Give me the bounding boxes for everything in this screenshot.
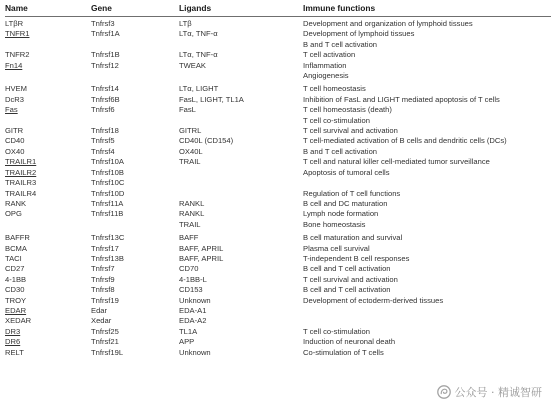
- cell-immune-function: T cell co-stimulation: [303, 326, 370, 336]
- table-row: [5, 337, 551, 347]
- table-row: [5, 50, 551, 60]
- cell-name: TRAILR4: [5, 188, 37, 198]
- cell-ligands: [179, 178, 303, 188]
- receptor-table-container: [5, 0, 551, 358]
- table-row: [5, 264, 551, 274]
- cell-name: EDAR: [5, 305, 27, 315]
- table-header-row: [5, 0, 551, 17]
- cell-name: TNFR2: [5, 50, 30, 60]
- cell-gene: Edar: [91, 305, 108, 315]
- header-ligands: Ligands: [179, 0, 303, 17]
- cell-name: Fas: [5, 105, 18, 115]
- table-row: [5, 147, 551, 157]
- cell-immune-function: B cell maturation and survival: [303, 233, 403, 243]
- table-row: [5, 275, 551, 285]
- cell-gene: Tnfrsf6: [91, 105, 115, 115]
- table-row: [5, 230, 551, 243]
- cell-name: 4-1BB: [5, 274, 27, 284]
- cell-immune-function: B cell and T cell activation: [303, 264, 391, 274]
- cell-name: RANK: [5, 198, 27, 208]
- table-row: [5, 168, 551, 178]
- cell-immune-function: [303, 306, 551, 316]
- cell-gene: Tnfrsf13C: [91, 233, 125, 243]
- table-row: [5, 285, 551, 295]
- cell-name: LTβR: [5, 19, 24, 28]
- cell-ligands: CD40L (CD154): [179, 136, 234, 146]
- cell-ligands: [179, 40, 303, 50]
- cell-immune-function: Development and organization of lymphoid tissues: [303, 19, 473, 28]
- table-row: [5, 244, 551, 254]
- cell-ligands: Unknown: [179, 347, 211, 357]
- cell-ligands: [179, 168, 303, 178]
- cell-gene: Tnfrsf3: [91, 19, 115, 28]
- cell-ligands: CD70: [179, 264, 199, 274]
- cell-gene: Tnfrsf1A: [91, 29, 120, 39]
- table-row: [5, 157, 551, 167]
- cell-gene: Tnfrsf11B: [91, 209, 124, 219]
- cell-gene: Tnfrsf8: [91, 285, 115, 295]
- cell-immune-function: T cell-mediated activation of B cells and dendritic cells (DCs): [303, 136, 507, 146]
- table-row: [5, 199, 551, 209]
- cell-name: CD27: [5, 264, 25, 274]
- cell-gene: Tnfrsf25: [91, 326, 119, 336]
- cell-gene: [91, 71, 179, 81]
- cell-immune-function: T cell activation: [303, 50, 356, 60]
- cell-immune-function: Development of ectoderm-derived tissues: [303, 295, 444, 305]
- cell-immune-function: B cell and DC maturation: [303, 198, 388, 208]
- cell-ligands: EDA-A2: [179, 316, 207, 326]
- header-gene: Gene: [91, 0, 179, 17]
- cell-gene: Tnfrsf19: [91, 295, 119, 305]
- table-row: [5, 105, 551, 115]
- cell-immune-function: Inhibition of FasL and LIGHT mediated apoptosis of T cells: [303, 94, 500, 104]
- cell-immune-function: B and T cell activation: [303, 39, 378, 49]
- table-row: [5, 136, 551, 146]
- cell-ligands: GITRL: [179, 126, 202, 136]
- cell-ligands: BAFF: [179, 233, 199, 243]
- cell-name: TRAILR2: [5, 167, 37, 177]
- cell-ligands: FasL, LIGHT, TL1A: [179, 94, 244, 104]
- cell-immune-function: Development of lymphoid tissues: [303, 29, 415, 39]
- cell-gene: Tnfrsf4: [91, 146, 115, 156]
- cell-immune-function: Regulation of T cell functions: [303, 188, 401, 198]
- cell-immune-function: Apoptosis of tumoral cells: [303, 167, 390, 177]
- table-row: [5, 61, 551, 71]
- cell-name: BCMA: [5, 243, 27, 253]
- cell-name: DcR3: [5, 94, 24, 104]
- cell-ligands: LTβ: [179, 19, 192, 28]
- header-immune-functions: Immune functions: [303, 0, 551, 17]
- cell-ligands: TL1A: [179, 326, 198, 336]
- cell-name: CD30: [5, 285, 25, 295]
- cell-name: XEDAR: [5, 316, 32, 326]
- table-body: [5, 17, 551, 359]
- tnf-receptor-table: [5, 0, 551, 358]
- cell-gene: Tnfrsf1B: [91, 50, 120, 60]
- cell-immune-function: Bone homeostasis: [303, 219, 366, 229]
- cell-name: TACI: [5, 253, 22, 263]
- cell-gene: Tnfrsf11A: [91, 198, 124, 208]
- cell-immune-function: [303, 316, 551, 326]
- cell-ligands: TWEAK: [179, 60, 207, 70]
- cell-gene: Tnfrsf17: [91, 243, 119, 253]
- cell-name: TROY: [5, 295, 27, 305]
- cell-gene: Tnfrsf19L: [91, 347, 124, 357]
- cell-immune-function: T-independent B cell responses: [303, 253, 410, 263]
- cell-gene: Tnfrsf7: [91, 264, 115, 274]
- cell-ligands: BAFF, APRIL: [179, 243, 224, 253]
- table-row: [5, 29, 551, 39]
- cell-name: HVEM: [5, 84, 27, 94]
- cell-ligands: [179, 116, 303, 126]
- cell-ligands: LTα, TNF-α: [179, 50, 218, 60]
- cell-ligands: LTα, LIGHT: [179, 84, 219, 94]
- cell-gene: [91, 116, 179, 126]
- header-name: Name: [5, 0, 91, 17]
- cell-name: Fn14: [5, 60, 23, 70]
- table-row: [5, 81, 551, 94]
- cell-name: [5, 116, 91, 126]
- cell-ligands: LTα, TNF-α: [179, 29, 218, 39]
- cell-name: RELT: [5, 347, 24, 357]
- cell-immune-function: T cell survival and activation: [303, 126, 398, 136]
- cell-name: DR6: [5, 337, 21, 347]
- cell-ligands: TRAIL: [179, 157, 201, 167]
- table-row: [5, 17, 551, 30]
- cell-immune-function: Plasma cell survival: [303, 243, 370, 253]
- table-row: [5, 116, 551, 126]
- cell-gene: Xedar: [91, 316, 112, 326]
- cell-gene: Tnfrsf21: [91, 337, 119, 347]
- table-row: [5, 71, 551, 81]
- cell-name: CD40: [5, 136, 25, 146]
- cell-name: TNFR1: [5, 29, 30, 39]
- table-row: [5, 254, 551, 264]
- table-row: [5, 178, 551, 188]
- cell-name: OPG: [5, 209, 22, 219]
- cell-ligands: RANKL: [179, 209, 205, 219]
- cell-ligands: Unknown: [179, 295, 211, 305]
- cell-ligands: TRAIL: [179, 219, 201, 229]
- cell-gene: Tnfrsf12: [91, 60, 119, 70]
- table-row: [5, 327, 551, 337]
- watermark: [437, 384, 543, 400]
- cell-gene: Tnfrsf5: [91, 136, 115, 146]
- cell-gene: [91, 220, 179, 230]
- table-row: [5, 189, 551, 199]
- cell-gene: Tnfrsf10C: [91, 178, 125, 188]
- cell-name: GITR: [5, 126, 24, 136]
- cell-ligands: APP: [179, 337, 195, 347]
- cell-immune-function: Lymph node formation: [303, 209, 379, 219]
- cell-immune-function: Co-stimulation of T cells: [303, 347, 384, 357]
- cell-immune-function: Angiogenesis: [303, 71, 349, 81]
- cell-immune-function: B cell and T cell activation: [303, 285, 391, 295]
- cell-gene: Tnfrsf18: [91, 126, 119, 136]
- cell-name: DR3: [5, 326, 21, 336]
- cell-ligands: [179, 71, 303, 81]
- cell-name: BAFFR: [5, 233, 30, 243]
- cell-name: OX40: [5, 146, 25, 156]
- table-row: [5, 209, 551, 219]
- wechat-official-icon: [437, 385, 451, 399]
- table-row: [5, 306, 551, 316]
- cell-immune-function: B and T cell activation: [303, 146, 378, 156]
- table-row: [5, 316, 551, 326]
- cell-gene: Tnfrsf14: [91, 84, 119, 94]
- table-row: [5, 348, 551, 358]
- cell-ligands: BAFF, APRIL: [179, 253, 224, 263]
- cell-immune-function: T cell homeostasis (death): [303, 105, 392, 115]
- cell-immune-function: Inflammation: [303, 60, 347, 70]
- cell-gene: Tnfrsf9: [91, 274, 115, 284]
- cell-immune-function: T cell and natural killer cell-mediated tumor surveillance: [303, 157, 490, 167]
- cell-ligands: OX40L: [179, 146, 203, 156]
- cell-gene: Tnfrsf13B: [91, 253, 124, 263]
- table-row: [5, 40, 551, 50]
- watermark-text: 公众号 · 精诚智研: [454, 386, 542, 399]
- table-row: [5, 126, 551, 136]
- table-row: [5, 95, 551, 105]
- cell-ligands: FasL: [179, 105, 196, 115]
- cell-ligands: RANKL: [179, 198, 205, 208]
- cell-ligands: EDA-A1: [179, 305, 207, 315]
- cell-name: [5, 71, 91, 81]
- table-row: [5, 220, 551, 230]
- cell-ligands: CD153: [179, 285, 203, 295]
- cell-immune-function: T cell co-stimulation: [303, 115, 370, 125]
- cell-immune-function: T cell homeostasis: [303, 84, 366, 94]
- cell-name: [5, 40, 91, 50]
- cell-gene: Tnfrsf10D: [91, 188, 125, 198]
- table-row: [5, 296, 551, 306]
- cell-immune-function: [303, 178, 551, 188]
- cell-ligands: 4-1BB-L: [179, 274, 207, 284]
- cell-ligands: [179, 189, 303, 199]
- cell-gene: Tnfrsf10B: [91, 167, 124, 177]
- cell-gene: [91, 40, 179, 50]
- cell-name: TRAILR1: [5, 157, 37, 167]
- cell-immune-function: T cell survival and activation: [303, 274, 398, 284]
- cell-name: [5, 220, 91, 230]
- cell-gene: Tnfrsf10A: [91, 157, 124, 167]
- cell-immune-function: Induction of neuronal death: [303, 337, 396, 347]
- cell-name: TRAILR3: [5, 178, 37, 188]
- cell-gene: Tnfrsf6B: [91, 94, 120, 104]
